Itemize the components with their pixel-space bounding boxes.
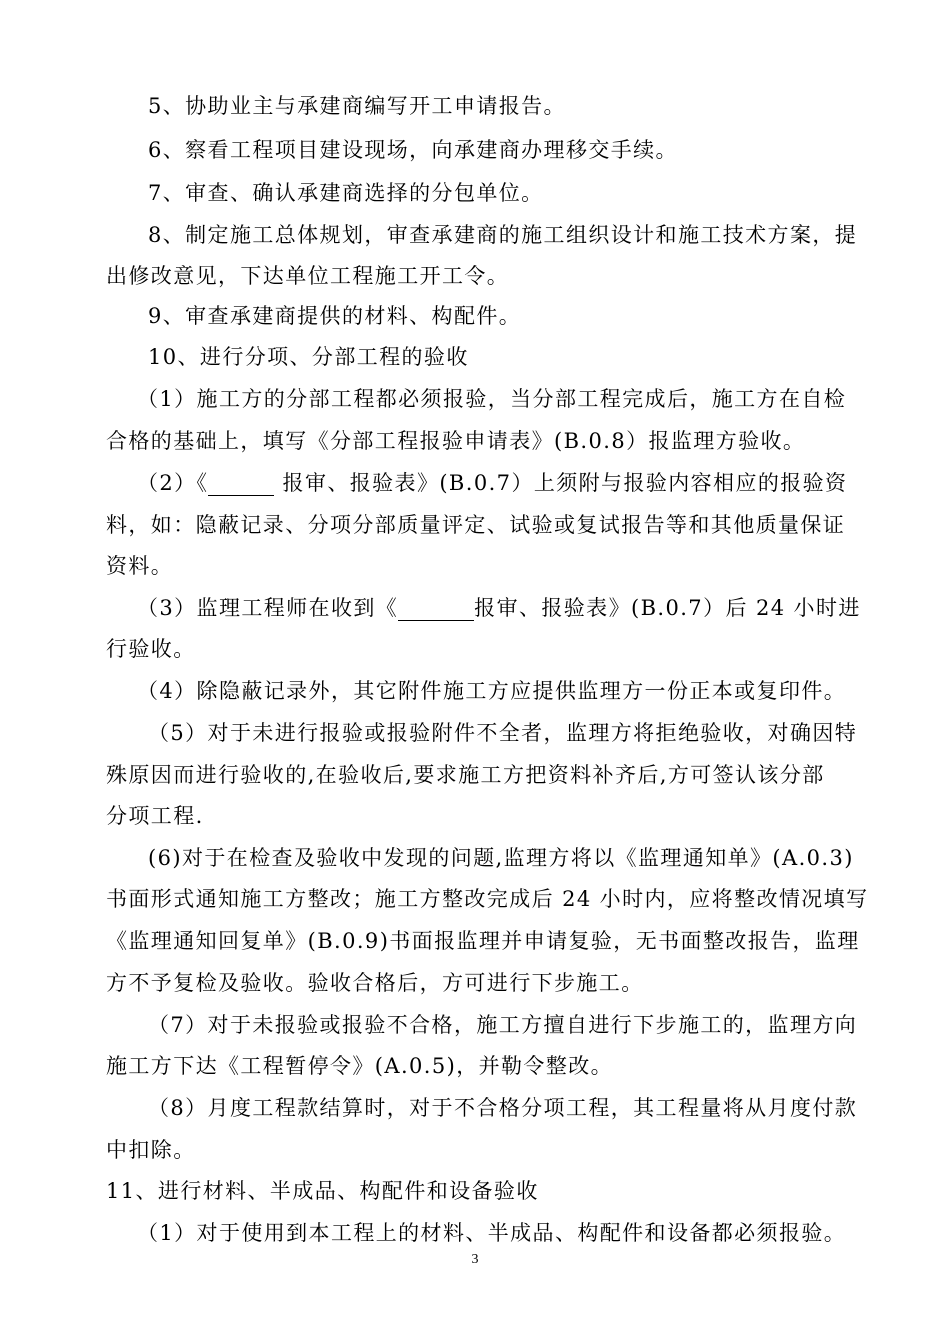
item-7: 7、审查、确认承建商选择的分包单位。 — [148, 181, 544, 205]
page-number: 3 — [471, 1252, 479, 1267]
sub-8-line-2: 中扣除。 — [106, 1138, 196, 1162]
sub-2-line-1 — [137, 470, 847, 496]
sub-8-line-1: （8）月度工程款结算时，对于不合格分项工程，其工程量将从月度付款 — [148, 1096, 858, 1120]
item-11: 11、进行材料、半成品、构配件和设备验收 — [106, 1179, 539, 1203]
sub-7-line-1: （7）对于未报验或报验不合格，施工方擅自进行下步施工的，监理方向 — [148, 1013, 858, 1037]
sub-6-line-4: 方不予复检及验收。验收合格后，方可进行下步施工。 — [106, 971, 644, 995]
fill-blank — [398, 598, 474, 621]
item-8-line-1: 8、制定施工总体规划，审查承建商的施工组织设计和施工技术方案，提 — [148, 223, 858, 247]
sub-5-line-2: 殊原因而进行验收的,在验收后,要求施工方把资料补齐后,方可签认该分部 — [106, 763, 825, 787]
sub-6-line-3: 《监理通知回复单》(B.0.9)书面报监理并申请复验，无书面整改报告，监理 — [106, 929, 860, 953]
item-6: 6、察看工程项目建设现场，向承建商办理移交手续。 — [148, 138, 678, 162]
item-5: 5、协助业主与承建商编写开工申请报告。 — [148, 94, 566, 118]
sub-6-line-2: 书面形式通知施工方整改；施工方整改完成后 24 小时内，应将整改情况填写 — [106, 887, 869, 911]
sub-3-suffix: 报审、报验表》(B.0.7）后 24 小时进 — [474, 596, 861, 620]
item-8-line-2: 出修改意见，下达单位工程施工开工令。 — [106, 264, 510, 288]
sub-3-prefix: （3）监理工程师在收到《 — [137, 596, 399, 620]
sub-1-line-2: 合格的基础上，填写《分部工程报验申请表》(B.0.8）报监理方验收。 — [106, 429, 806, 453]
item-10: 10、进行分项、分部工程的验收 — [148, 345, 469, 369]
sub-3-line-2: 行验收。 — [106, 637, 196, 661]
sub-2-line-2: 料，如：隐蔽记录、分项分部质量评定、试验或复试报告等和其他质量保证 — [106, 513, 846, 537]
fill-blank — [208, 473, 274, 496]
item-9: 9、审查承建商提供的材料、构配件。 — [148, 304, 522, 328]
sub-5-line-3: 分项工程. — [106, 804, 204, 828]
sub-11-1: （1）对于使用到本工程上的材料、半成品、构配件和设备都必须报验。 — [137, 1221, 847, 1245]
sub-6-line-1: (6)对于在检查及验收中发现的问题,监理方将以《监理通知单》(A.0.3) — [148, 846, 854, 870]
sub-4: （4）除隐蔽记录外，其它附件施工方应提供监理方一份正本或复印件。 — [137, 679, 847, 703]
sub-2-prefix: （2）《 — [137, 471, 209, 495]
sub-3-line-1 — [137, 595, 861, 621]
sub-2-suffix: 报审、报验表》(B.0.7）上须附与报验内容相应的报验资 — [274, 471, 848, 495]
sub-5-line-1: （5）对于未进行报验或报验附件不全者，监理方将拒绝验收，对确因特 — [148, 721, 858, 745]
sub-7-line-2: 施工方下达《工程暂停令》(A.0.5)，并勒令整改。 — [106, 1054, 614, 1078]
sub-1-line-1: （1）施工方的分部工程都必须报验，当分部工程完成后，施工方在自检 — [137, 387, 847, 411]
sub-2-line-3: 资料。 — [106, 554, 174, 578]
